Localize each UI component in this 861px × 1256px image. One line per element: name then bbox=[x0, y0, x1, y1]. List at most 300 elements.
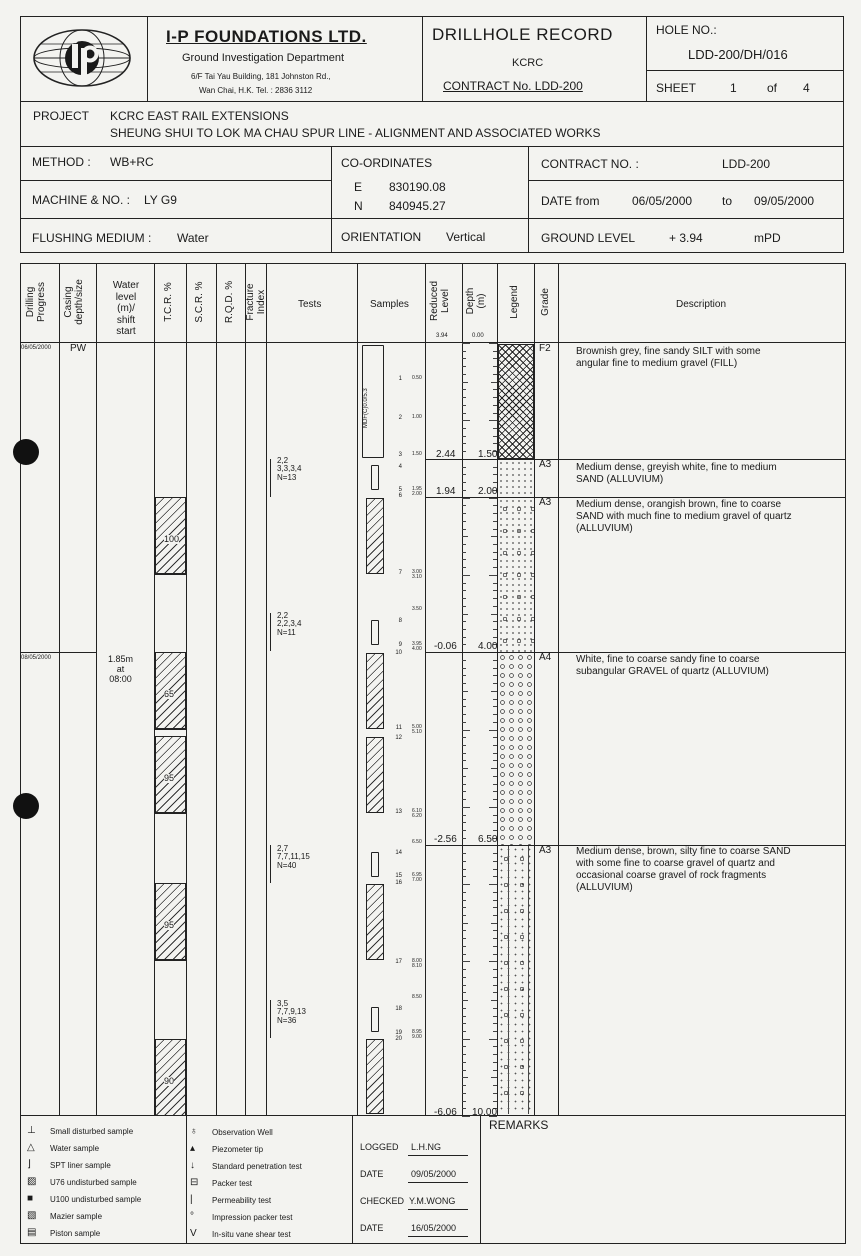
depth-tick bbox=[462, 675, 466, 676]
sample-number: 18 bbox=[395, 1006, 402, 1012]
depth-tick bbox=[462, 358, 466, 359]
spt-test-4: 3,5 7,7,9,13 N=36 bbox=[277, 999, 306, 1025]
easting-label: E bbox=[354, 180, 363, 194]
ground-level-label: GROUND LEVEL bbox=[541, 231, 636, 245]
col-grade: Grade bbox=[540, 288, 551, 316]
description-2: Medium dense, greyish white, fine to medium SAND (ALLUVIUM) bbox=[576, 462, 777, 485]
sample-number: 11 bbox=[395, 725, 402, 731]
legend-sand bbox=[498, 460, 534, 497]
spt-test-3: 2,7 7,7,11,15 N=40 bbox=[277, 844, 310, 870]
sheet-of-label: of bbox=[767, 81, 778, 95]
sample-depth: 8.50 bbox=[412, 994, 422, 1000]
key-label: Small disturbed sample bbox=[50, 1127, 134, 1136]
progress-date-1: 06/05/2000 bbox=[21, 345, 52, 351]
depth-tick bbox=[462, 451, 466, 452]
depth-tick bbox=[462, 583, 466, 584]
depth-top: 0.00 bbox=[472, 333, 484, 339]
depth-tick bbox=[462, 1008, 466, 1009]
spt-liner-4 bbox=[371, 1007, 379, 1032]
depth-tick bbox=[462, 900, 466, 901]
depth-tick bbox=[462, 428, 466, 429]
key-label: Impression packer test bbox=[212, 1213, 293, 1222]
depth-tick bbox=[493, 675, 497, 676]
casing-1: PW bbox=[70, 343, 87, 354]
hole-number: LDD-200/DH/016 bbox=[688, 47, 788, 62]
tcr-value-2: 65 bbox=[164, 689, 175, 699]
depth-tick bbox=[493, 351, 497, 352]
core-sample-6 bbox=[366, 498, 384, 574]
stratum-3-depth: 4.00 bbox=[478, 641, 498, 652]
depth-tick bbox=[493, 413, 497, 414]
depth-tick bbox=[462, 590, 466, 591]
depth-tick bbox=[462, 969, 466, 970]
depth-tick bbox=[493, 1101, 497, 1102]
depth-tick bbox=[462, 1085, 466, 1086]
sample-number: 17 bbox=[395, 959, 402, 965]
sample-depth: 6.10 6.20 bbox=[412, 808, 422, 820]
depth-tick bbox=[462, 992, 466, 993]
depth-tick bbox=[493, 443, 497, 444]
key-symbol-icon: ⌋ bbox=[27, 1159, 31, 1170]
depth-tick bbox=[493, 954, 497, 955]
key-label: Standard penetration test bbox=[212, 1162, 302, 1171]
depth-tick bbox=[493, 436, 497, 437]
depth-tick bbox=[462, 799, 466, 800]
key-label: Piston sample bbox=[50, 1229, 101, 1238]
sheet-label: SHEET bbox=[656, 81, 697, 95]
depth-tick bbox=[493, 830, 497, 831]
depth-tick bbox=[491, 691, 497, 692]
depth-tick bbox=[462, 946, 466, 947]
stratum-4-reduced: -2.56 bbox=[434, 834, 457, 845]
depth-tick bbox=[493, 876, 497, 877]
depth-tick bbox=[489, 884, 497, 885]
sample-depth: 8.00 8.10 bbox=[412, 958, 422, 970]
depth-tick bbox=[493, 660, 497, 661]
depth-tick bbox=[462, 768, 468, 769]
depth-tick bbox=[462, 907, 466, 908]
mazier-label: MDF(C)0.0/5.3 bbox=[363, 388, 369, 428]
depth-tick bbox=[462, 1077, 468, 1078]
spt-liner-3 bbox=[371, 852, 379, 877]
stratum-1-depth: 1.50 bbox=[478, 449, 498, 460]
depth-tick bbox=[462, 567, 466, 568]
depth-tick bbox=[489, 961, 497, 962]
depth-tick bbox=[489, 420, 497, 421]
key-symbol-icon: ° bbox=[190, 1211, 194, 1222]
depth-tick bbox=[462, 397, 466, 398]
date2-label: DATE bbox=[360, 1223, 384, 1233]
logged-label: LOGGED bbox=[360, 1142, 399, 1152]
key-label: Mazier sample bbox=[50, 1212, 103, 1221]
northing-label: N bbox=[354, 199, 363, 213]
depth-tick bbox=[493, 467, 497, 468]
grade-4: A4 bbox=[539, 652, 552, 663]
depth-tick bbox=[493, 861, 497, 862]
legend-sparse-gravel bbox=[498, 498, 534, 652]
stratum-1-reduced: 2.44 bbox=[436, 449, 456, 460]
core-sample-10 bbox=[366, 653, 384, 729]
depth-tick bbox=[462, 838, 466, 839]
depth-tick bbox=[493, 513, 497, 514]
depth-tick bbox=[493, 714, 497, 715]
depth-tick bbox=[493, 374, 497, 375]
depth-tick bbox=[493, 822, 497, 823]
depth-tick bbox=[462, 1046, 466, 1047]
company-department: Ground Investigation Department bbox=[182, 52, 345, 64]
legend-gravel bbox=[498, 653, 534, 845]
logged-value: L.H.NG bbox=[411, 1142, 442, 1152]
sample-depth: 1.50 bbox=[412, 451, 422, 457]
key-label: Permeability test bbox=[212, 1196, 272, 1205]
depth-tick bbox=[462, 1023, 466, 1024]
sample-depth: 5.00 5.10 bbox=[412, 724, 422, 736]
depth-tick bbox=[462, 954, 466, 955]
key-symbol-icon: ♁ bbox=[190, 1126, 198, 1137]
sample-number: 7 bbox=[398, 570, 402, 576]
hole-label: HOLE NO.: bbox=[656, 23, 717, 37]
project-line-2: SHEUNG SHUI TO LOK MA CHAU SPUR LINE - ALIGNMENT AND ASSOCIATED WORKS bbox=[110, 126, 601, 140]
grade-3: A3 bbox=[539, 497, 552, 508]
method-value: WB+RC bbox=[110, 155, 154, 169]
depth-tick bbox=[462, 598, 466, 599]
depth-tick bbox=[462, 737, 466, 738]
tcr-value-1: 100 bbox=[164, 534, 180, 544]
company-logo bbox=[30, 22, 134, 94]
date-from-label: DATE from bbox=[541, 194, 600, 208]
depth-tick bbox=[493, 1031, 497, 1032]
record-title: DRILLHOLE RECORD bbox=[432, 25, 613, 44]
sample-depth: 1.00 bbox=[412, 414, 422, 420]
legend-silty-sand-gravel bbox=[498, 846, 534, 1114]
depth-tick bbox=[462, 807, 470, 808]
grade-5: A3 bbox=[539, 845, 552, 856]
date2-value: 16/05/2000 bbox=[411, 1223, 457, 1233]
depth-tick bbox=[462, 861, 466, 862]
depth-tick bbox=[462, 706, 466, 707]
progress-date-2: 08/05/2000 bbox=[21, 655, 52, 661]
col-reduced-level: Reduced Level bbox=[429, 280, 451, 322]
col-casing: Casing depth/size bbox=[63, 279, 85, 325]
col-description: Description bbox=[676, 299, 727, 310]
depth-tick bbox=[489, 343, 497, 344]
coordinates-label: CO-ORDINATES bbox=[341, 156, 433, 170]
sample-depth: 6.50 bbox=[412, 839, 422, 845]
depth-tick bbox=[493, 621, 497, 622]
spt-test-1: 2,2 3,3,3,4 N=13 bbox=[277, 456, 302, 482]
key-symbol-icon: ▴ bbox=[190, 1143, 196, 1154]
grade-1: F2 bbox=[539, 343, 551, 354]
depth-tick bbox=[493, 397, 497, 398]
depth-tick bbox=[462, 660, 466, 661]
tcr-value-3: 95 bbox=[164, 773, 175, 783]
sample-depth: 1.95 2.00 bbox=[412, 486, 422, 498]
sample-number: 16 bbox=[395, 880, 402, 886]
depth-tick bbox=[493, 737, 497, 738]
description-1: Brownish grey, fine sandy SILT with some angular fine to medium gravel (FILL) bbox=[576, 346, 761, 369]
depth-tick bbox=[462, 683, 466, 684]
depth-tick bbox=[462, 1039, 470, 1040]
depth-tick bbox=[462, 1031, 466, 1032]
depth-tick bbox=[491, 536, 497, 537]
sample-number: 8 bbox=[398, 618, 402, 624]
depth-tick bbox=[462, 552, 466, 553]
depth-tick bbox=[462, 985, 466, 986]
col-legend: Legend bbox=[509, 285, 520, 319]
ground-level-unit: mPD bbox=[754, 231, 781, 245]
depth-tick bbox=[462, 544, 466, 545]
depth-tick bbox=[462, 760, 466, 761]
depth-tick bbox=[462, 699, 466, 700]
sample-number: 5 bbox=[398, 487, 402, 493]
depth-tick bbox=[462, 405, 466, 406]
depth-tick bbox=[493, 1085, 497, 1086]
description-4: White, fine to coarse sandy fine to coarse subangular GRAVEL of quartz (ALLUVIUM) bbox=[576, 654, 769, 677]
depth-tick bbox=[489, 730, 497, 731]
depth-tick bbox=[493, 977, 497, 978]
company-name: I-P FOUNDATIONS LTD. bbox=[166, 27, 367, 46]
depth-tick bbox=[462, 923, 468, 924]
depth-tick bbox=[493, 544, 497, 545]
depth-tick bbox=[462, 691, 468, 692]
depth-tick bbox=[493, 791, 497, 792]
depth-tick bbox=[462, 869, 466, 870]
spt-liner-2 bbox=[371, 620, 379, 645]
depth-tick bbox=[493, 505, 497, 506]
depth-tick bbox=[493, 583, 497, 584]
flushing-label: FLUSHING MEDIUM : bbox=[32, 231, 152, 245]
depth-tick bbox=[493, 474, 497, 475]
binder-hole-2 bbox=[13, 793, 39, 819]
depth-tick bbox=[493, 606, 497, 607]
depth-tick bbox=[493, 938, 497, 939]
depth-tick bbox=[493, 1046, 497, 1047]
depth-tick bbox=[491, 614, 497, 615]
depth-tick bbox=[493, 629, 497, 630]
sample-depth: 8.95 9.00 bbox=[412, 1029, 422, 1041]
key-symbol-icon: ⊟ bbox=[190, 1177, 199, 1188]
depth-tick bbox=[493, 853, 497, 854]
depth-tick bbox=[462, 977, 466, 978]
depth-tick bbox=[462, 714, 466, 715]
key-label: U76 undisturbed sample bbox=[50, 1178, 137, 1187]
depth-tick bbox=[462, 505, 466, 506]
depth-tick bbox=[489, 575, 497, 576]
depth-tick bbox=[462, 644, 466, 645]
sample-number: 20 bbox=[395, 1036, 402, 1042]
col-drilling-progress: Drilling Progress bbox=[25, 282, 47, 323]
flushing-value: Water bbox=[177, 231, 209, 245]
sample-number: 14 bbox=[395, 850, 402, 856]
depth-tick bbox=[493, 745, 497, 746]
depth-tick bbox=[462, 521, 466, 522]
depth-tick bbox=[462, 482, 466, 483]
depth-tick bbox=[462, 575, 470, 576]
depth-tick bbox=[489, 807, 497, 808]
depth-tick bbox=[493, 985, 497, 986]
contract-no-label: CONTRACT NO. : bbox=[541, 157, 639, 171]
depth-tick bbox=[493, 529, 497, 530]
depth-tick bbox=[493, 637, 497, 638]
remarks-label: REMARKS bbox=[489, 1118, 549, 1132]
key-symbol-icon: ■ bbox=[27, 1193, 34, 1204]
depth-tick bbox=[493, 722, 497, 723]
depth-tick bbox=[462, 513, 466, 514]
sample-number: 9 bbox=[398, 642, 402, 648]
depth-tick bbox=[462, 436, 466, 437]
depth-tick bbox=[462, 961, 470, 962]
sample-number: 4 bbox=[398, 464, 402, 470]
depth-tick bbox=[462, 389, 466, 390]
depth-tick bbox=[462, 915, 466, 916]
sample-number: 12 bbox=[395, 735, 402, 741]
sample-number: 13 bbox=[395, 809, 402, 815]
depth-tick bbox=[493, 907, 497, 908]
key-symbol-icon: | bbox=[190, 1194, 193, 1205]
stratum-5-reduced: -6.06 bbox=[434, 1107, 457, 1118]
depth-tick bbox=[462, 791, 466, 792]
depth-tick bbox=[493, 559, 497, 560]
sample-number: 2 bbox=[398, 415, 402, 421]
depth-tick bbox=[462, 853, 466, 854]
stratum-4-depth: 6.50 bbox=[478, 834, 498, 845]
depth-tick bbox=[462, 884, 470, 885]
depth-tick bbox=[462, 1101, 466, 1102]
key-label: Observation Well bbox=[212, 1128, 273, 1137]
ground-level-value: + 3.94 bbox=[669, 231, 703, 245]
key-symbol-icon: ▧ bbox=[27, 1210, 37, 1221]
sample-depth: 6.95 7.00 bbox=[412, 872, 422, 884]
date1-label: DATE bbox=[360, 1169, 384, 1179]
depth-tick bbox=[493, 1062, 497, 1063]
depth-tick bbox=[462, 536, 468, 537]
depth-tick bbox=[493, 1023, 497, 1024]
sample-number: 6 bbox=[398, 493, 402, 499]
depth-tick bbox=[491, 923, 497, 924]
depth-tick bbox=[493, 1070, 497, 1071]
col-fracture-index: Fracture Index bbox=[245, 283, 267, 321]
description-5: Medium dense, brown, silty fine to coarse SAND with some fine to coarse gravel of quartz and occasional coarse gravel of rock fragments (ALLUVIUM) bbox=[576, 846, 791, 893]
depth-tick bbox=[462, 467, 466, 468]
machine-label: MACHINE & NO. : bbox=[32, 193, 131, 207]
key-label: Piezometer tip bbox=[212, 1145, 264, 1154]
depth-tick bbox=[462, 745, 466, 746]
depth-tick bbox=[462, 1062, 466, 1063]
depth-tick bbox=[493, 358, 497, 359]
depth-tick bbox=[493, 1054, 497, 1055]
depth-tick bbox=[493, 815, 497, 816]
depth-tick bbox=[493, 683, 497, 684]
col-tcr: T.C.R. % bbox=[163, 282, 174, 322]
depth-tick bbox=[462, 784, 466, 785]
easting-value: 830190.08 bbox=[389, 180, 446, 194]
depth-tick bbox=[493, 699, 497, 700]
depth-tick bbox=[493, 668, 497, 669]
key-label: Water sample bbox=[50, 1144, 100, 1153]
depth-tick bbox=[462, 1000, 468, 1001]
sample-number: 19 bbox=[395, 1030, 402, 1036]
sample-depth: 3.50 bbox=[412, 606, 422, 612]
depth-tick bbox=[462, 559, 466, 560]
northing-value: 840945.27 bbox=[389, 199, 446, 213]
key-label: SPT liner sample bbox=[50, 1161, 111, 1170]
depth-tick bbox=[493, 776, 497, 777]
col-scr: S.C.R. % bbox=[194, 281, 205, 323]
depth-tick bbox=[462, 830, 466, 831]
depth-tick bbox=[462, 529, 466, 530]
depth-tick bbox=[462, 753, 466, 754]
checked-value: Y.M.WONG bbox=[409, 1196, 456, 1206]
depth-tick bbox=[493, 784, 497, 785]
depth-tick bbox=[462, 815, 466, 816]
core-sample-12 bbox=[366, 737, 384, 813]
water-level-2: 1.85m at 08:00 bbox=[108, 654, 134, 684]
stratum-2-reduced: 1.94 bbox=[436, 486, 456, 497]
depth-tick bbox=[462, 351, 466, 352]
depth-tick bbox=[462, 668, 466, 669]
description-3: Medium dense, orangish brown, fine to coarse SAND with much fine to medium gravel of quartz (ALLUVIUM) bbox=[576, 499, 792, 534]
depth-tick bbox=[462, 876, 466, 877]
date1-value: 09/05/2000 bbox=[411, 1169, 457, 1179]
depth-tick bbox=[462, 420, 470, 421]
sample-depth: 3.95 4.00 bbox=[412, 641, 422, 653]
depth-tick bbox=[493, 1016, 497, 1017]
depth-tick bbox=[489, 1039, 497, 1040]
depth-tick bbox=[493, 753, 497, 754]
depth-tick bbox=[462, 822, 466, 823]
depth-tick bbox=[493, 799, 497, 800]
stratum-2-depth: 2.00 bbox=[478, 486, 498, 497]
orientation-value: Vertical bbox=[446, 230, 486, 244]
depth-tick bbox=[493, 900, 497, 901]
binder-hole-1 bbox=[13, 439, 39, 465]
depth-tick bbox=[493, 405, 497, 406]
date-from-value: 06/05/2000 bbox=[632, 194, 693, 208]
spt-liner-1 bbox=[371, 465, 379, 490]
depth-tick bbox=[462, 366, 466, 367]
key-symbol-icon: ↓ bbox=[190, 1160, 195, 1171]
depth-tick bbox=[462, 614, 468, 615]
client: KCRC bbox=[512, 57, 544, 69]
stratum-5-depth: 10.00 bbox=[472, 1107, 498, 1118]
depth-tick bbox=[493, 366, 497, 367]
orientation-label: ORIENTATION bbox=[341, 230, 422, 244]
depth-tick bbox=[493, 1008, 497, 1009]
depth-tick bbox=[493, 969, 497, 970]
depth-tick bbox=[462, 629, 466, 630]
depth-tick bbox=[462, 722, 466, 723]
company-address-2: Wan Chai, H.K. Tel. : 2836 3112 bbox=[199, 86, 313, 95]
depth-tick bbox=[493, 567, 497, 568]
depth-tick bbox=[462, 621, 466, 622]
core-sample-16 bbox=[366, 884, 384, 960]
depth-tick bbox=[462, 1070, 466, 1071]
depth-tick bbox=[493, 946, 497, 947]
depth-tick bbox=[462, 343, 470, 344]
sample-depth: 0.50 bbox=[412, 375, 422, 381]
sample-depth: 3.00 3.10 bbox=[412, 569, 422, 581]
depth-tick bbox=[462, 413, 466, 414]
depth-tick bbox=[462, 1108, 466, 1109]
key-symbol-icon: ▨ bbox=[27, 1176, 37, 1187]
col-samples: Samples bbox=[370, 299, 409, 310]
depth-tick bbox=[462, 443, 466, 444]
machine-value: LY G9 bbox=[144, 193, 177, 207]
depth-tick bbox=[462, 606, 466, 607]
depth-tick bbox=[462, 930, 466, 931]
depth-tick bbox=[462, 1093, 466, 1094]
tcr-value-5: 90 bbox=[164, 1076, 175, 1086]
